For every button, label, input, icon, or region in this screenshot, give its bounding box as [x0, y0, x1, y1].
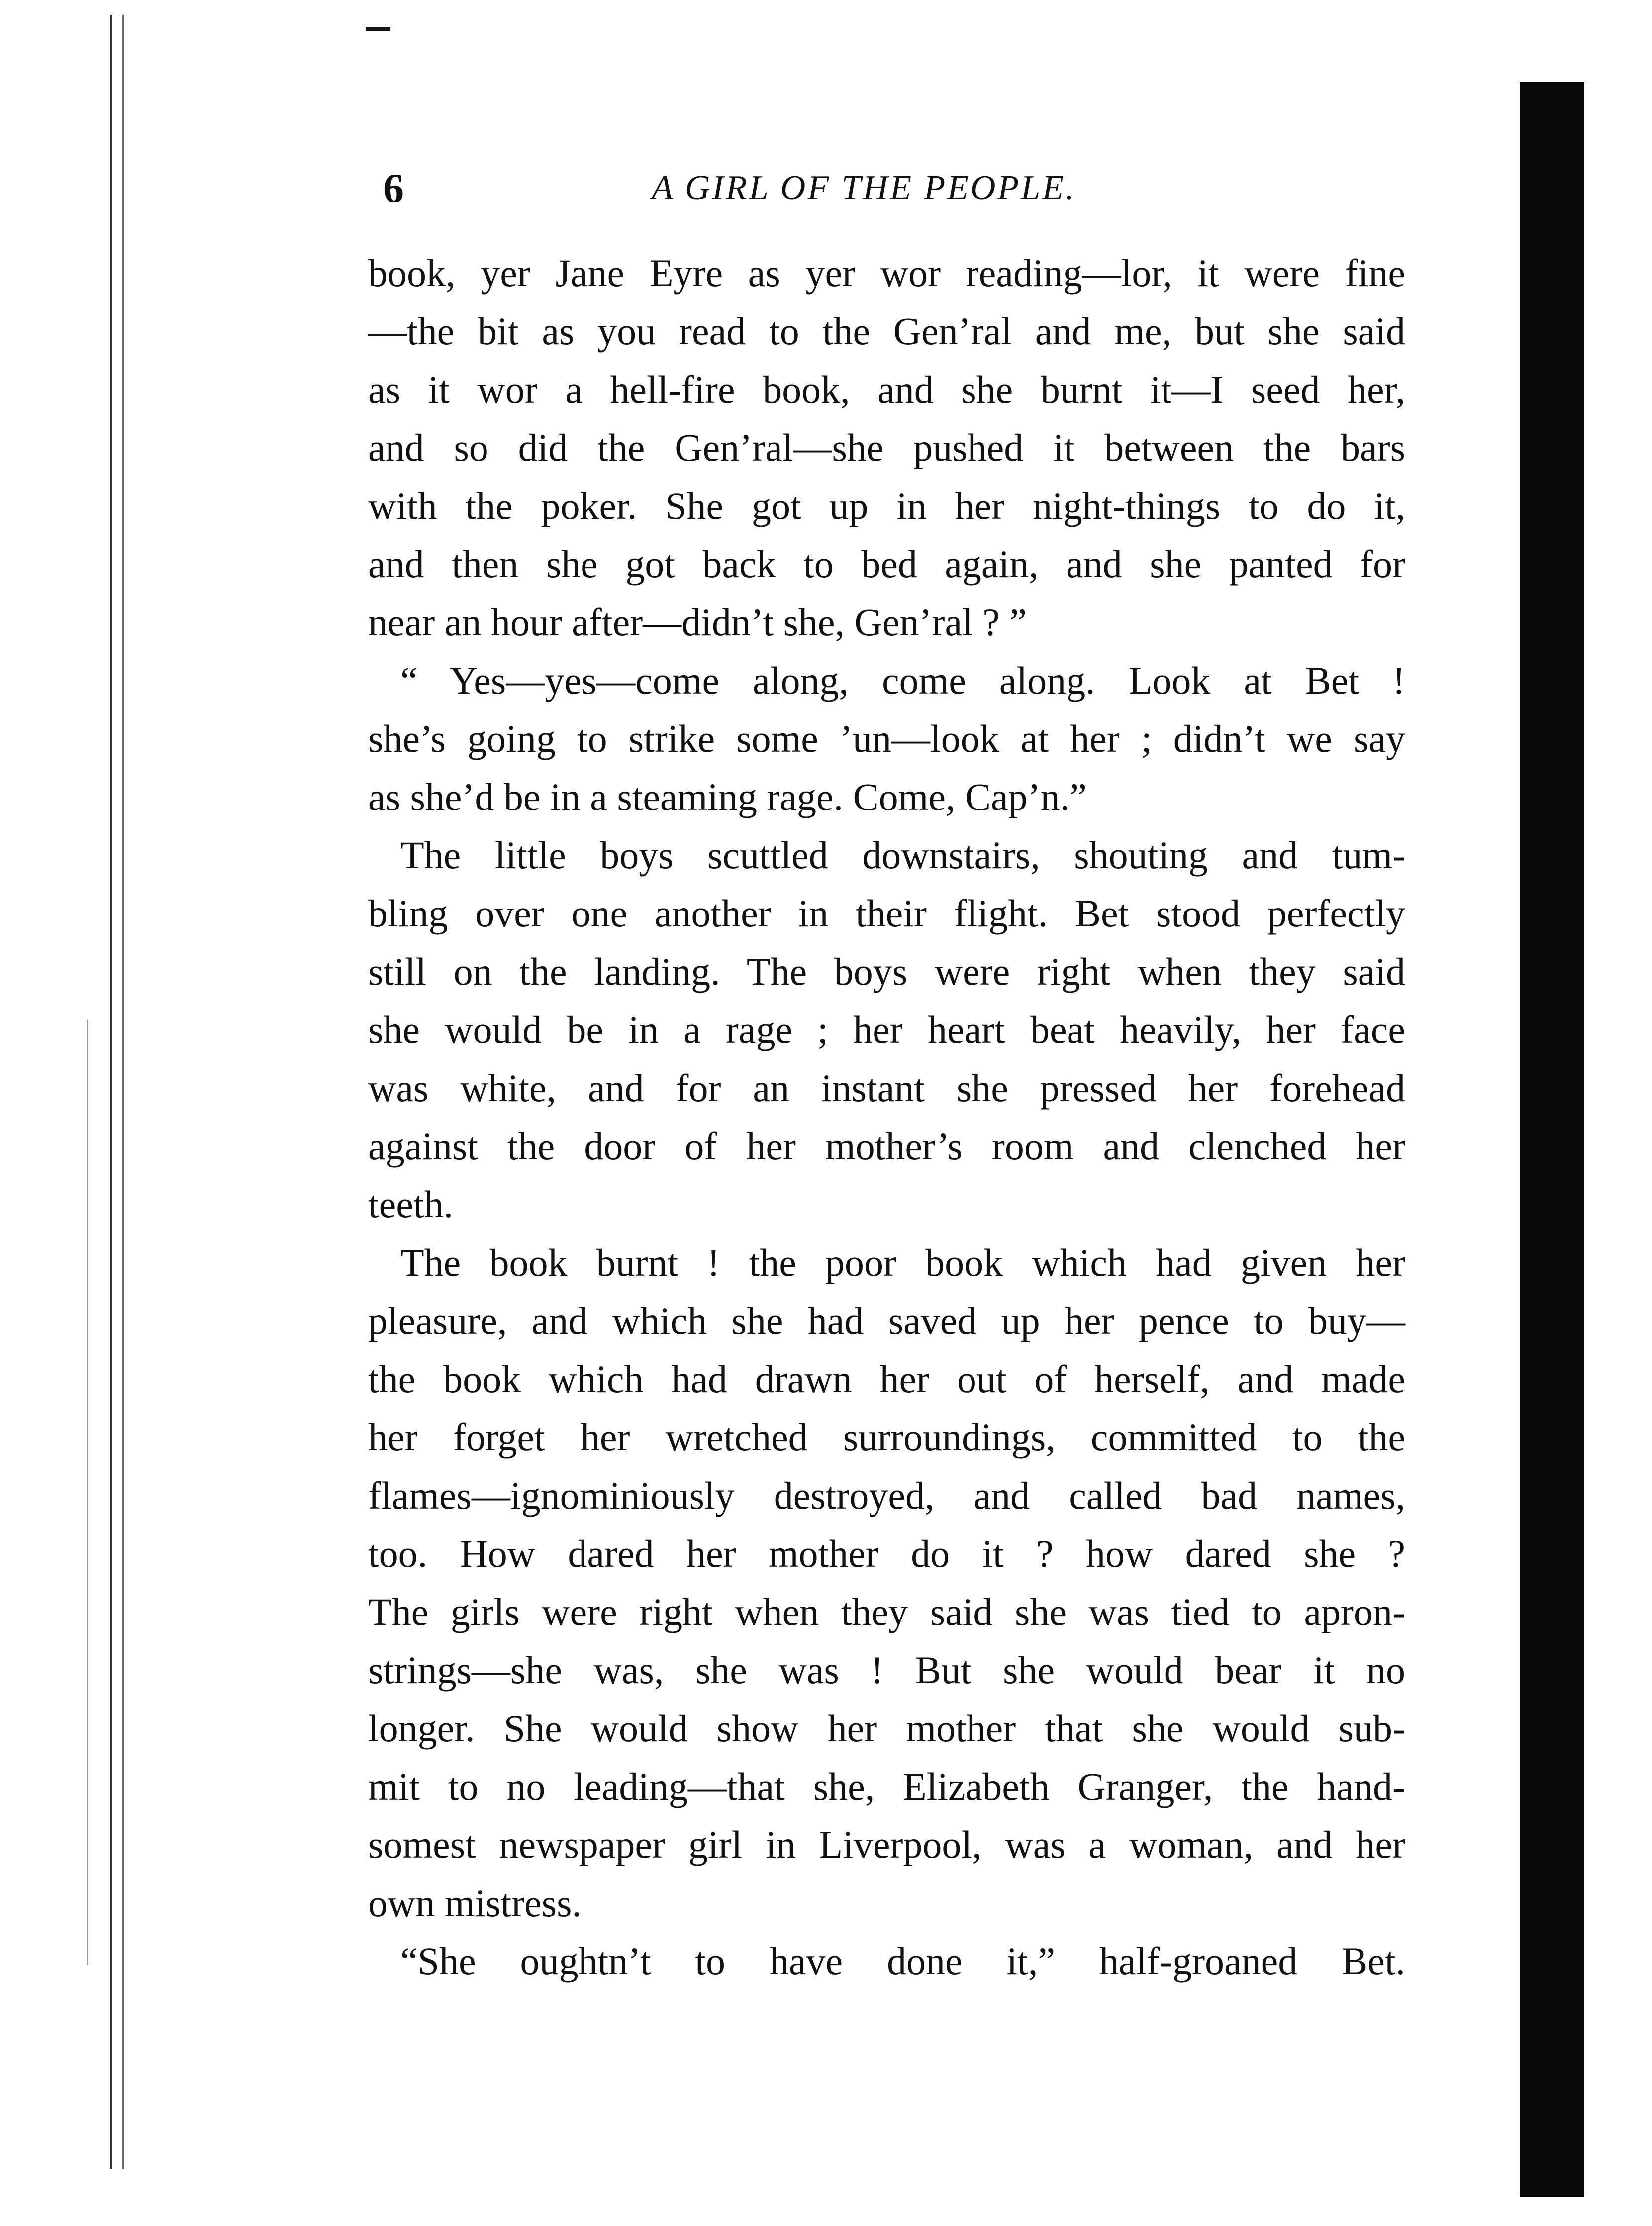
text-line: pleasure, and which she had saved up her pence to buy—: [368, 1299, 1405, 1342]
binding-gutter-line: [122, 15, 124, 2169]
text-line: mit to no leading—that she, Elizabeth Granger, the hand-: [368, 1765, 1405, 1808]
text-line: teeth.: [368, 1183, 454, 1226]
text-line: she’s going to strike some ’un—look at her ; didn’t we say: [368, 717, 1405, 760]
text-line: —the bit as you read to the Gen’ral and me, but she said: [368, 309, 1405, 353]
text-line: flames—ignominiously destroyed, and called bad names,: [368, 1474, 1405, 1517]
text-line: still on the landing. The boys were right when they said: [368, 950, 1405, 993]
text-line: was white, and for an instant she pressed her forehead: [368, 1066, 1405, 1110]
text-line: longer. She would show her mother that she would sub-: [368, 1707, 1405, 1750]
text-line: strings—she was, she was ! But she would bear it no: [368, 1648, 1405, 1692]
running-title: A GIRL OF THE PEOPLE.: [652, 169, 1076, 207]
body-text: [368, 244, 1405, 1990]
text-line: book, yer Jane Eyre as yer wor reading—lor, it were fine: [368, 251, 1405, 295]
text-line: The girls were right when they said she was tied to apron-: [368, 1590, 1405, 1633]
scan-mark: [366, 27, 390, 31]
text-line: as it wor a hell-fire book, and she burnt it—I seed her,: [368, 368, 1405, 411]
text-line: “She oughtn’t to have done it,” half-groaned Bet.: [400, 1939, 1405, 1983]
text-line: somest newspaper girl in Liverpool, was a woman, and her: [368, 1823, 1405, 1866]
text-line: she would be in a rage ; her heart beat heavily, her face: [368, 1008, 1405, 1051]
text-line: and then she got back to bed again, and she panted for: [368, 542, 1405, 586]
page-number: 6: [383, 165, 404, 211]
text-line: “ Yes—yes—come along, come along. Look at Bet !: [400, 659, 1405, 702]
text-line: as she’d be in a steaming rage. Come, Cap’n.”: [368, 775, 1087, 818]
text-line: own mistress.: [368, 1881, 582, 1924]
text-line: near an hour after—didn’t she, Gen’ral ? ”: [368, 601, 1027, 644]
page-header: [383, 164, 1159, 224]
text-line: her forget her wretched surroundings, committed to the: [368, 1416, 1405, 1459]
text-line: The book burnt ! the poor book which had given her: [400, 1241, 1405, 1284]
text-line: The little boys scuttled downstairs, shouting and tum-: [400, 833, 1405, 877]
text-line: with the poker. She got up in her night-things to do it,: [368, 484, 1405, 527]
scan-edge-shadow: [1520, 82, 1584, 2197]
text-line: and so did the Gen’ral—she pushed it between the bars: [368, 426, 1405, 469]
text-line: bling over one another in their flight. Bet stood perfectly: [368, 892, 1405, 935]
text-line: too. How dared her mother do it ? how dared she ?: [368, 1532, 1405, 1575]
text-line: the book which had drawn her out of herself, and made: [368, 1357, 1405, 1401]
binding-gutter-line: [87, 1020, 88, 1965]
text-line: against the door of her mother’s room and clenched her: [368, 1124, 1405, 1168]
binding-gutter-line: [110, 15, 112, 2169]
